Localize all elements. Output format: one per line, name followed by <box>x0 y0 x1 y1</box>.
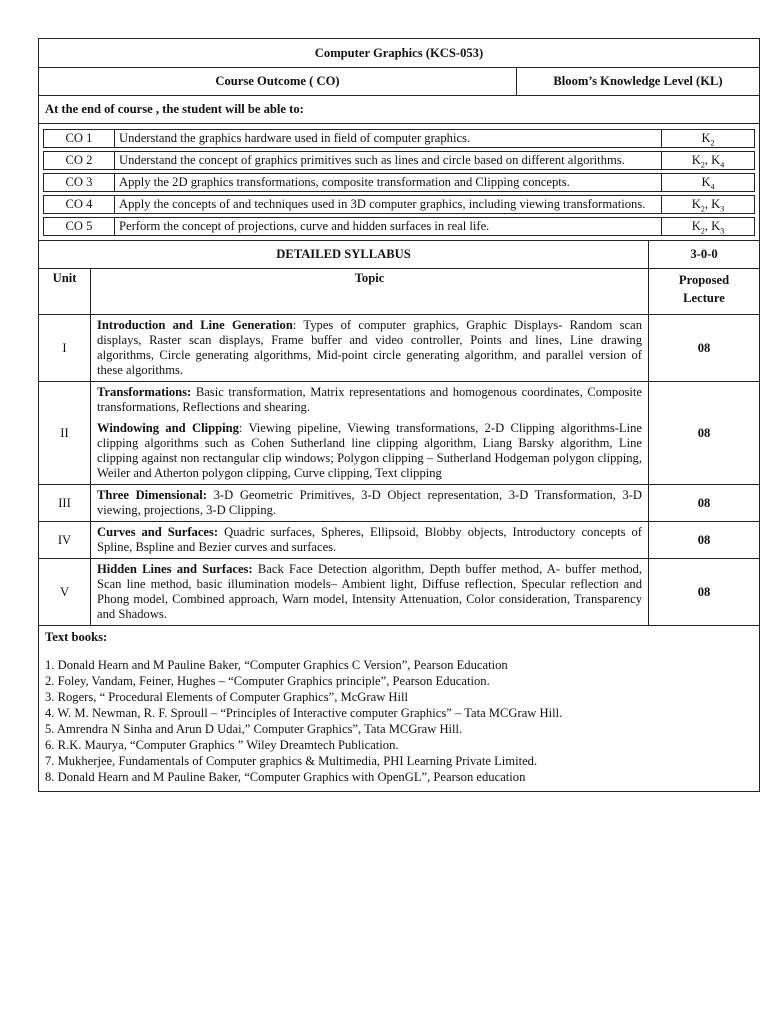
unit-topic <box>91 485 649 521</box>
topic-text: Quadric surfaces, Spheres, Ellipsoid, Blobby objects, Introductory concepts of Spline, Bspline and Bezier curves and surfaces. <box>97 525 642 554</box>
text-book-item: 7. Mukherjee, Fundamentals of Computer graphics & Multimedia, PHI Learning Private Limited. <box>45 754 538 768</box>
topic-heading: Curves and Surfaces: <box>97 525 219 539</box>
text-book-item: 5. Amrendra N Sinha and Arun D Udai,” Computer Graphics”, Tata MCGraw Hill. <box>45 722 463 736</box>
course-title-row <box>39 39 759 67</box>
topic-text: Viewing pipeline, Viewing transformations, 2-D Clipping algorithms-Line clipping algorithms such as Cohen Sutherland line clipping algorithm, Liang Barsky algorithm, Line clipping against non rectangular clip windows; Polygon clipping – Sutherland Hodgeman polygon clipping, Weiler and Atherton polygon clipping, Curve clipping, Text clipping <box>97 421 643 480</box>
course-title: Computer Graphics (KCS-053) <box>314 45 484 60</box>
intro-text: At the end of course , the student will be able to: <box>45 102 304 116</box>
topic-heading: Windowing and Clipping <box>97 421 239 435</box>
unit-number: III <box>39 485 91 521</box>
topic-paragraph <box>97 488 642 518</box>
topic-text: 3-D Geometric Primitives, 3-D Object representation, 3-D Transformation, 3-D viewing, projections, 3-D Clipping. <box>97 488 643 517</box>
text-books-list <box>45 657 562 785</box>
syllabus-document <box>38 38 760 792</box>
topic-heading: Hidden Lines and Surfaces: <box>97 562 253 576</box>
text-book-item: 6. R.K. Maurya, “Computer Graphics ” Wiley Dreamtech Publication. <box>45 738 399 752</box>
unit-topic <box>91 559 649 625</box>
topic-paragraph <box>97 421 642 481</box>
topic-paragraph <box>97 562 642 622</box>
unit-row <box>39 558 759 625</box>
unit-number: I <box>39 315 91 381</box>
lecture-header-line-1: Proposed <box>678 273 730 287</box>
lecture-column-header <box>649 269 759 314</box>
co-header-row <box>39 67 759 95</box>
topic-paragraph <box>97 525 642 555</box>
text-book-item: 1. Donald Hearn and M Pauline Baker, “Computer Graphics C Version”, Pearson Education <box>45 658 508 672</box>
co-code: CO 1 <box>44 130 115 147</box>
unit-topic <box>91 382 649 484</box>
proposed-lectures: 08 <box>697 425 711 440</box>
topic-text: Types of computer graphics, Graphic Displays- Random scan displays, Raster scan displays, Frame buffer and video controller, Points and lines, Line drawing algorithms, Circle generating algorithms, Mid-point circle generating algorithm, and parallel version of these algorithms. <box>97 318 643 377</box>
topic-heading: Three Dimensional: <box>97 488 207 502</box>
topic-heading: Introduction and Line Generation <box>97 318 293 332</box>
unit-column-header: Unit <box>39 269 91 314</box>
unit-number: IV <box>39 522 91 558</box>
text-books-row <box>39 625 759 791</box>
unit-row <box>39 484 759 521</box>
topic-paragraph <box>97 318 642 378</box>
co-knowledge-level: $K_2$, $K_3$ <box>691 219 725 236</box>
topic-column-header: Topic <box>91 269 649 314</box>
knowledge-level-header: Bloom’s Knowledge Level (KL) <box>553 74 723 88</box>
co-code: CO 3 <box>44 174 115 191</box>
text-book-item: 4. W. M. Newman, R. F. Sproull – “Principles of Interactive computer Graphics” – Tata MCGraw Hill. <box>45 706 563 720</box>
co-row <box>43 129 755 148</box>
co-knowledge-level: $K_2$ <box>701 131 715 148</box>
course-outcomes-list <box>39 123 759 240</box>
co-code: CO 5 <box>44 218 115 235</box>
lecture-header-line-2: Lecture <box>683 291 725 305</box>
co-description: Apply the concepts of and techniques used in 3D computer graphics, including viewing transformations. <box>115 196 662 213</box>
syllabus-header-row <box>39 240 759 268</box>
intro-row <box>39 95 759 123</box>
co-code: CO 2 <box>44 152 115 169</box>
co-description: Perform the concept of projections, curve and hidden surfaces in real life. <box>115 218 662 235</box>
unit-number: V <box>39 559 91 625</box>
topic-paragraph <box>97 385 642 415</box>
detailed-syllabus-heading: DETAILED SYLLABUS <box>39 241 649 268</box>
units-table <box>39 314 759 625</box>
co-row <box>43 151 755 170</box>
unit-row <box>39 381 759 484</box>
topic-separator: : <box>238 421 249 435</box>
co-row <box>43 195 755 214</box>
proposed-lectures: 08 <box>697 584 711 599</box>
co-knowledge-level: $K_2$, $K_4$ <box>691 153 725 170</box>
unit-number: II <box>39 382 91 484</box>
course-outcome-header: Course Outcome ( CO) <box>39 68 517 95</box>
text-books-title: Text books: <box>45 630 108 644</box>
topic-heading: Transformations: <box>97 385 192 399</box>
unit-row <box>39 314 759 381</box>
proposed-lectures: 08 <box>697 532 711 547</box>
text-books-section <box>39 626 568 791</box>
unit-row <box>39 521 759 558</box>
topic-separator <box>207 488 214 502</box>
topic-text: Back Face Detection algorithm, Depth buffer method, A- buffer method, Scan line method, basic illumination models– Ambient light, Diffuse reflection, Specular reflection and Phong model, Combined approach, Warn model, Intensity Attenuation, Color consideration, Transparency and Shadows. <box>97 562 642 621</box>
topic-separator: : <box>292 318 304 332</box>
co-description: Understand the concept of graphics primitives such as lines and circle based on different algorithms. <box>115 152 662 169</box>
co-description: Apply the 2D graphics transformations, composite transformation and Clipping concepts. <box>115 174 662 191</box>
co-description: Understand the graphics hardware used in field of computer graphics. <box>115 130 662 147</box>
co-knowledge-level: $K_2$, $K_3$ <box>691 197 725 214</box>
ltp-value: 3-0-0 <box>690 247 718 261</box>
topic-text: Basic transformation, Matrix representations and homogenous coordinates, Composite transformations, Reflections and shearing. <box>97 385 642 414</box>
unit-header-row <box>39 268 759 314</box>
text-book-item: 3. Rogers, “ Procedural Elements of Computer Graphics”, McGraw Hill <box>45 690 409 704</box>
co-code: CO 4 <box>44 196 115 213</box>
co-knowledge-level: $K_4$ <box>701 175 715 192</box>
proposed-lectures: 08 <box>697 495 711 510</box>
unit-topic <box>91 522 649 558</box>
co-row <box>43 173 755 192</box>
text-book-item: 2. Foley, Vandam, Feiner, Hughes – “Computer Graphics principle”, Pearson Education. <box>45 674 490 688</box>
text-book-item: 8. Donald Hearn and M Pauline Baker, “Computer Graphics with OpenGL”, Pearson education <box>45 770 526 784</box>
co-row <box>43 217 755 236</box>
proposed-lectures: 08 <box>697 340 711 355</box>
unit-topic <box>91 315 649 381</box>
